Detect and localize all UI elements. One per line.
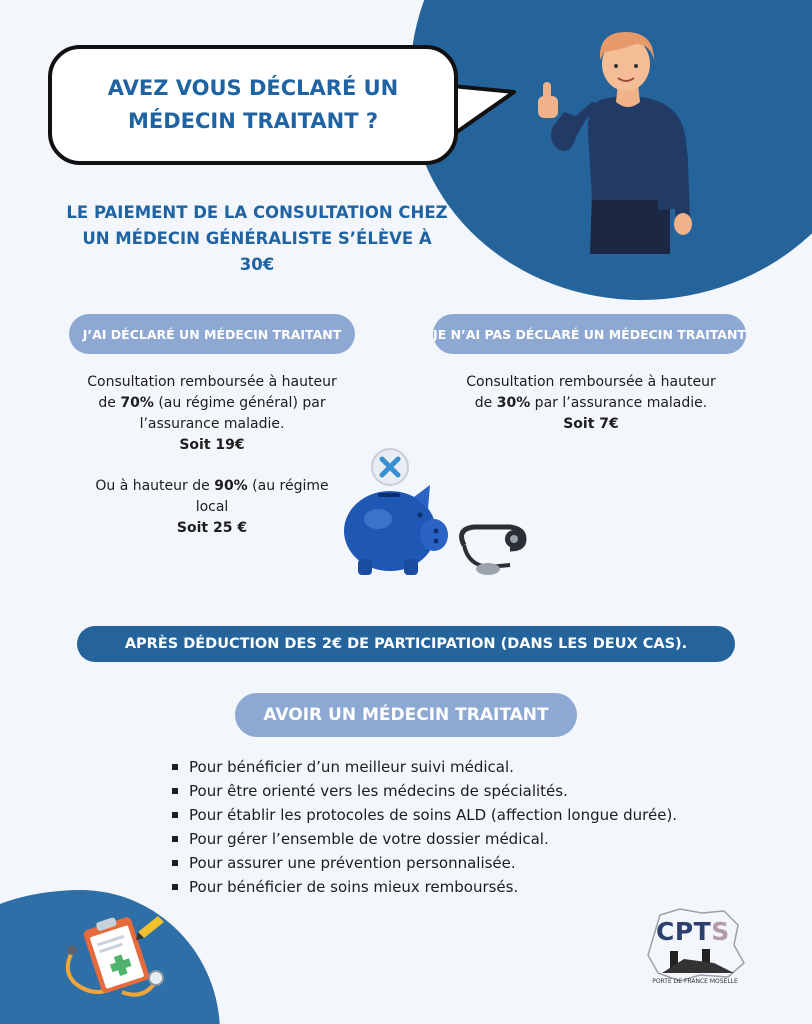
declared-text2-line1 — [72, 476, 352, 497]
list-item — [172, 851, 677, 875]
not-declared-pre: de — [474, 395, 497, 411]
intro-line-1: LE PAIEMENT DE LA CONSULTATION CHEZ — [66, 203, 448, 222]
not-declared-amount: Soit 7€ — [563, 416, 619, 432]
not-declared-label: JE N’AI PAS DÉCLARÉ UN MÉDECIN TRAITANT — [433, 314, 746, 354]
consultation-price-intro — [52, 200, 462, 278]
bullet-icon — [172, 860, 178, 866]
benefit-text: Pour établir les protocoles de soins ALD (affection longue durée). — [189, 806, 678, 824]
not-declared-line2 — [446, 393, 736, 414]
declared-text1-pre: de — [98, 395, 121, 411]
declared-text2-pre: Ou à hauteur de — [95, 478, 215, 494]
logo-text — [656, 917, 730, 946]
speech-bubble-tail — [450, 82, 520, 152]
declared-text1-line1: Consultation remboursée à hauteur — [87, 374, 337, 390]
declared-text2-post: (au régime — [247, 478, 329, 494]
speech-bubble — [48, 45, 458, 165]
bubble-line-1: AVEZ VOUS DÉCLARÉ UN — [107, 76, 399, 100]
declared-pct-90: 90% — [214, 478, 248, 494]
cpts-logo — [640, 905, 750, 995]
bullet-icon — [172, 836, 178, 842]
bullet-icon — [172, 812, 178, 818]
declared-details — [72, 372, 352, 539]
bubble-line-2: MÉDECIN TRAITANT ? — [127, 109, 379, 133]
bullet-icon — [172, 884, 178, 890]
not-declared-details — [446, 372, 736, 435]
declared-pct-70: 70% — [120, 395, 154, 411]
intro-line-3: 30€ — [239, 255, 275, 274]
avoir-medecin-title: AVOIR UN MÉDECIN TRAITANT — [235, 693, 577, 737]
declared-text1-line2 — [72, 393, 352, 414]
participation-banner: APRÈS DÉDUCTION DES 2€ DE PARTICIPATION (DANS LES DEUX CAS). — [77, 626, 735, 662]
declared-label: J’AI DÉCLARÉ UN MÉDECIN TRAITANT — [69, 314, 355, 354]
declared-amount-1: Soit 19€ — [179, 437, 245, 453]
bullet-icon — [172, 788, 178, 794]
bullet-icon — [172, 764, 178, 770]
list-item — [172, 875, 677, 899]
list-item — [172, 755, 677, 779]
declared-amount-2: Soit 25 € — [176, 520, 248, 536]
benefit-text: Pour gérer l’ensemble de votre dossier médical. — [189, 830, 549, 848]
logo-subtitle: PORTE DE FRANCE MOSELLE — [652, 978, 738, 985]
not-declared-pct-30: 30% — [496, 395, 531, 411]
benefit-text: Pour assurer une prévention personnalisée. — [189, 854, 516, 872]
thumbs-up-person-illustration — [530, 22, 700, 262]
benefit-text: Pour bénéficier d’un meilleur suivi médical. — [189, 758, 514, 776]
clipboard-icon — [62, 912, 172, 1007]
declared-text2-line2: local — [195, 499, 229, 515]
not-declared-post: par l’assurance maladie. — [530, 395, 708, 411]
stethoscope-icon — [462, 527, 524, 575]
list-item — [172, 803, 677, 827]
intro-line-2: UN MÉDECIN GÉNÉRALISTE S’ÉLÈVE À — [82, 229, 432, 248]
logo-text-accent: S — [711, 917, 730, 946]
declared-text1-post: (au régime général) par — [153, 395, 326, 411]
benefit-text: Pour bénéficier de soins mieux remboursés. — [189, 878, 519, 896]
benefit-text: Pour être orienté vers les médecins de spécialités. — [189, 782, 568, 800]
benefits-list — [172, 755, 677, 899]
logo-text-main: CPT — [656, 917, 712, 946]
list-item — [172, 827, 677, 851]
piggy-bank-icon — [338, 445, 538, 580]
list-item — [172, 779, 677, 803]
declared-text1-line3: l’assurance maladie. — [139, 416, 285, 432]
not-declared-line1: Consultation remboursée à hauteur — [466, 374, 716, 390]
